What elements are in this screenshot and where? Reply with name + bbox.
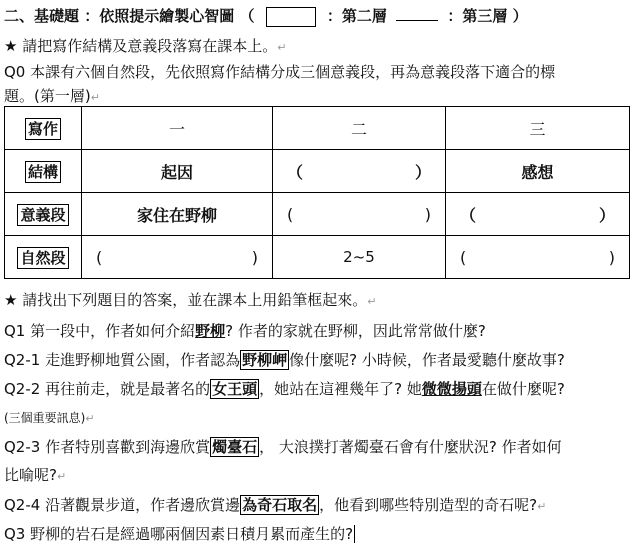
q0-line2-text: 題。(第一層) xyxy=(4,87,91,105)
table-row xyxy=(5,236,630,279)
answer-cell[interactable] xyxy=(273,150,446,193)
q24-keyword: 為奇石取名 xyxy=(242,496,318,514)
table-row xyxy=(5,193,630,236)
paren-open: ( xyxy=(287,204,294,224)
q0-line2 xyxy=(4,86,100,108)
q24-text-c: ，他看到哪些特別造型的奇石呢? xyxy=(319,496,538,514)
table-cell: 2~5 xyxy=(273,236,446,279)
header-title: 二、基礎題 ：依照提示繪製心智圖 （ xyxy=(4,7,255,25)
table-cell: 感想 xyxy=(446,150,630,193)
q22-note xyxy=(4,408,95,429)
answer-cell[interactable] xyxy=(273,193,446,236)
question-q3 xyxy=(4,524,355,544)
instruction-1-text: ★ 請把寫作結構及意義段落寫在課本上。 xyxy=(4,37,278,55)
question-q2-3-line2 xyxy=(4,465,66,487)
answer-cell[interactable] xyxy=(446,236,630,279)
paren-close: ） xyxy=(414,162,431,182)
q3-text: Q3 野柳的岩石是經過哪兩個因素日積月累而產生的? xyxy=(4,525,354,543)
para-mark-icon: ↵ xyxy=(537,500,547,513)
question-q2-3 xyxy=(4,437,562,457)
q1-keyword: 野柳 xyxy=(195,322,226,340)
paren-open: （ xyxy=(460,205,477,225)
q0-line1-text: Q0 本課有六個自然段，先依照寫作結構分成三個意義段，再為意義段落下適合的標 xyxy=(4,63,556,81)
row-label: 結構 xyxy=(25,161,61,183)
question-q2-4 xyxy=(4,495,546,517)
q23-keyword: 燭臺石 xyxy=(212,438,258,456)
text-cursor xyxy=(354,525,355,543)
q24-text-a: Q2-4 沿著觀景步道，作者邊欣賞邊 xyxy=(4,496,241,514)
q21-text-c: 像什麼呢? 小時候，作者最愛聽什麼故事? xyxy=(289,351,565,369)
table-cell: 一 xyxy=(82,107,273,150)
para-mark-icon: ↵ xyxy=(56,470,67,483)
q23-text-c: ， 大浪撲打著燭臺石會有什麼狀況? 作者如何 xyxy=(259,438,562,456)
paren-close: ) xyxy=(251,247,258,267)
para-mark-icon: ↵ xyxy=(277,41,287,54)
paren-open: ( xyxy=(460,247,467,267)
q0-line1 xyxy=(4,62,555,82)
structure-table xyxy=(4,106,630,279)
paren-close: ) xyxy=(424,204,431,224)
label-cell xyxy=(5,150,82,193)
paren-close: ） xyxy=(598,205,615,225)
para-mark-icon: ↵ xyxy=(367,295,377,308)
paren-close: ) xyxy=(608,247,615,267)
row-label: 意義段 xyxy=(17,204,68,226)
answer-cell[interactable] xyxy=(82,236,273,279)
q1-text-a: Q1 第一段中，作者如何介紹 xyxy=(4,322,196,340)
second-layer-box[interactable] xyxy=(266,7,316,27)
answer-cell[interactable] xyxy=(446,193,630,236)
question-q1 xyxy=(4,321,486,341)
table-cell: 起因 xyxy=(82,150,273,193)
para-mark-icon: ↵ xyxy=(85,412,95,425)
header-third: ：第三層 ） xyxy=(447,7,528,25)
table-cell: 三 xyxy=(446,107,630,150)
q22-keyword-2: 微微揚頭 xyxy=(421,380,482,398)
q22-note-text: (三個重要訊息) xyxy=(4,411,86,425)
instruction-1 xyxy=(4,36,286,58)
q22-text-c: ，她站在這裡幾年了? 她 xyxy=(259,380,422,398)
q23-text-a: Q2-3 作者特別喜歡到海邊欣賞 xyxy=(4,438,211,456)
q22-text-e: 在做什麼呢? xyxy=(481,380,565,398)
question-q2-1 xyxy=(4,350,565,370)
q23-line2-text: 比喻呢? xyxy=(4,466,57,484)
label-cell xyxy=(5,193,82,236)
row-label: 寫作 xyxy=(25,118,61,140)
paren-open: ( xyxy=(96,247,103,267)
q22-keyword: 女王頭 xyxy=(212,380,258,398)
paren-open: （ xyxy=(287,162,304,182)
row-label: 自然段 xyxy=(17,247,68,269)
label-cell xyxy=(5,107,82,150)
para-mark-icon: ↵ xyxy=(90,91,100,104)
table-cell: 家住在野柳 xyxy=(82,193,273,236)
table-row xyxy=(5,107,630,150)
q22-text-a: Q2-2 再往前走，就是最著名的 xyxy=(4,380,211,398)
instruction-2-text: ★ 請找出下列題目的答案，並在課本上用鉛筆框起來。 xyxy=(4,291,368,309)
table-row xyxy=(5,150,630,193)
third-layer-blank[interactable] xyxy=(396,6,438,21)
section-header xyxy=(4,6,528,27)
q21-text-a: Q2-1 走進野柳地質公園，作者認為 xyxy=(4,351,241,369)
label-cell xyxy=(5,236,82,279)
header-second: ：第二層 xyxy=(326,7,387,25)
q21-keyword: 野柳岬 xyxy=(242,351,288,369)
question-q2-2 xyxy=(4,379,565,399)
table-cell: 二 xyxy=(273,107,446,150)
q1-text-c: ? 作者的家就在野柳，因此常常做什麼? xyxy=(225,322,486,340)
instruction-2 xyxy=(4,290,376,312)
